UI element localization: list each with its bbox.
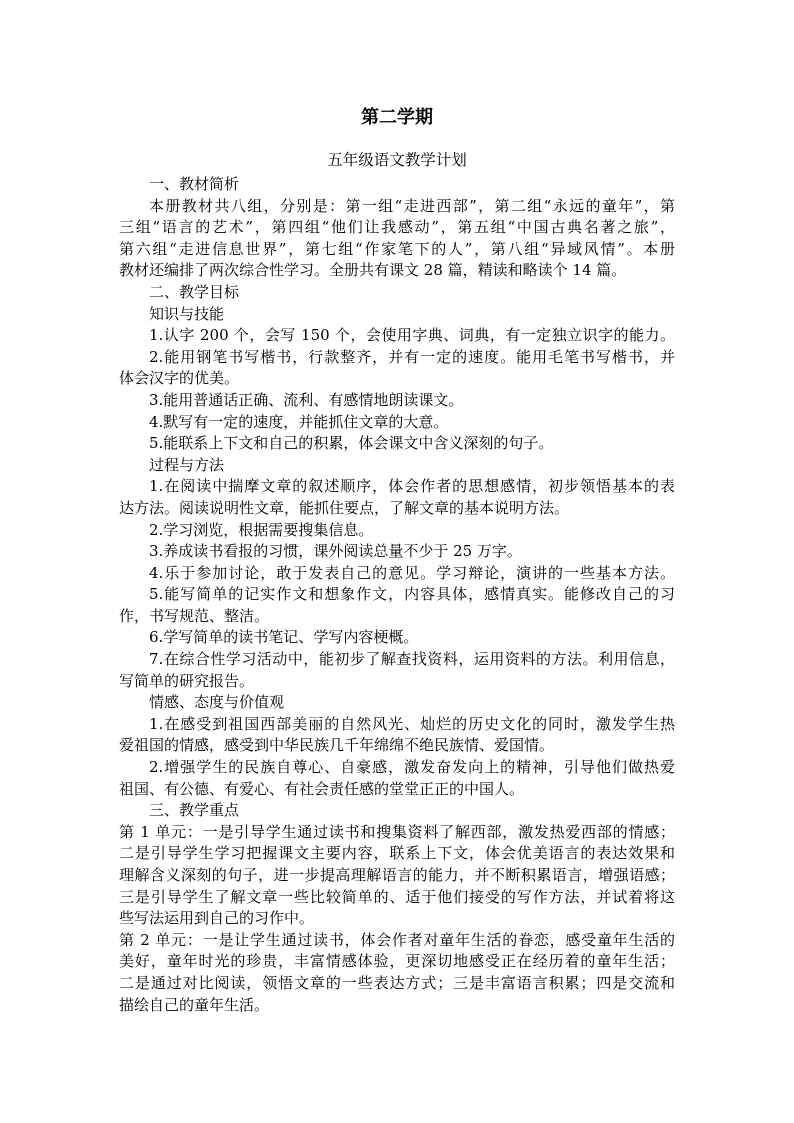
text-line: 本册教材共八组，分别是：第一组“走进西部”，第二组“永远的童年”，第 [149, 196, 675, 215]
text-line: 情感、态度与价值观 [149, 693, 285, 712]
text-line: 三组“语言的艺术”，第四组“他们让我感动”，第五组“中国古典名著之旅”， [119, 218, 675, 237]
text-line: 体会汉字的优美。 [119, 369, 240, 388]
text-line: 1.在感受到祖国西部美丽的自然风光、灿烂的历史文化的同时，激发学生热 [149, 714, 675, 733]
document-subtitle: 五年级语文教学计划 [327, 151, 467, 169]
text-line: 美好，童年时光的珍贵，丰富情感体验，更深切地感受正在经历着的童年生活； [119, 952, 675, 971]
document-title: 第二学期 [361, 107, 433, 128]
text-line: 二是引导学生学习把握课文主要内容，联系上下文，体会优美语言的表达效果和 [119, 844, 675, 863]
text-line: 些写法运用到自己的习作中。 [119, 909, 315, 928]
text-line: 5.能联系上下文和自己的积累，体会课文中含义深刻的句子。 [149, 434, 554, 453]
text-line: 理解含义深刻的句子，进一步提高理解语言的能力，并不断积累语言，增强语感； [119, 866, 675, 884]
text-line: 教材还编排了两次综合性学习。全册共有课文 28 篇，精读和略读个 14 篇。 [119, 261, 627, 280]
text-line: 3.养成读书看报的习惯，课外阅读总量不少于 25 万字。 [149, 542, 522, 561]
text-line: 3.能用普通话正确、流利、有感情地朗读课文。 [149, 390, 464, 409]
text-line: 4.默写有一定的速度，并能抓住文章的大意。 [149, 412, 449, 431]
text-line: 7.在综合性学习活动中，能初步了解查找资料，运用资料的方法。利用信息， [149, 650, 675, 669]
text-line: 一、教材简析 [149, 175, 240, 193]
text-line: 4.乐于参加讨论，敢于发表自己的意见。学习辩论，演讲的一些基本方法。 [149, 563, 675, 582]
text-line: 1.认字 200 个，会写 150 个，会使用字典、词典，有一定独立识字的能力。 [149, 326, 675, 345]
text-line: 三、教学重点 [149, 801, 240, 820]
text-line: 作，书写规范、整洁。 [119, 606, 270, 625]
text-line: 第 2 单元：一是让学生通过读书，体会作者对童年生活的眷恋，感受童年生活的 [119, 930, 675, 949]
text-line: 祖国、有公德、有爱心、有社会责任感的堂堂正正的中国人。 [119, 779, 525, 798]
text-line: 描绘自己的童年生活。 [119, 995, 270, 1014]
text-line: 达方法。阅读说明性文章，能抓住要点，了解文章的基本说明方法。 [119, 498, 570, 517]
text-line: 过程与方法 [149, 455, 225, 474]
text-line: 爱祖国的情感，感受到中华民族几千年绵绵不绝民族情、爱国情。 [119, 736, 555, 755]
document-page [119, 103, 675, 1016]
text-line: 第六组“走进信息世界”，第七组“作家笔下的人”，第八组“异域风情”。本册 [119, 239, 675, 258]
text-line: 2.学习浏览，根据需要搜集信息。 [149, 520, 374, 539]
text-line: 1.在阅读中揣摩文章的叙述顺序，体会作者的思想感情，初步领悟基本的表 [149, 477, 675, 496]
text-line: 写简单的研究报告。 [119, 671, 255, 690]
document-body [119, 174, 675, 1016]
text-line: 2.能用钢笔书写楷书，行款整齐，并有一定的速度。能用毛笔书写楷书，并 [149, 347, 675, 366]
text-line: 第 1 单元：一是引导学生通过读书和搜集资料了解西部，激发热爱西部的情感； [119, 822, 675, 841]
text-line: 二、教学目标 [149, 282, 240, 301]
text-line: 知识与技能 [149, 304, 225, 323]
text-line: 5.能写简单的记实作文和想象作文，内容具体，感情真实。能修改自己的习 [149, 585, 675, 604]
text-line: 二是通过对比阅读，领悟文章的一些表达方式；三是丰富语言积累；四是交流和 [119, 973, 675, 992]
text-line: 2.增强学生的民族自尊心、自豪感，激发奋发向上的精神，引导他们做热爱 [149, 758, 675, 777]
text-line: 6.学写简单的读书笔记、学写内容梗概。 [149, 628, 419, 647]
text-line: 三是引导学生了解文章一些比较简单的、适于他们接受的写作方法，并试着将这 [119, 887, 675, 906]
